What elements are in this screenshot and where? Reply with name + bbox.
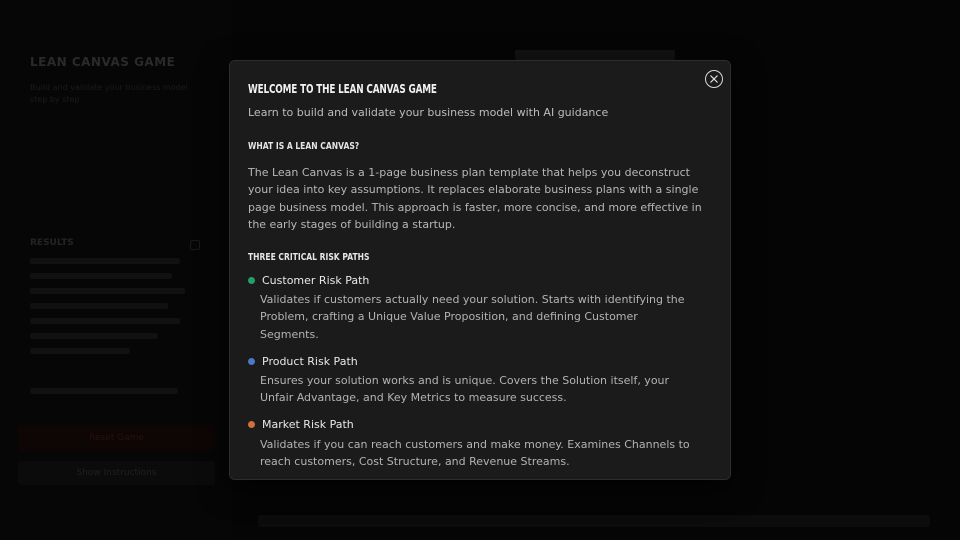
results-placeholder-lines — [30, 258, 190, 363]
results-toggle[interactable] — [190, 240, 200, 250]
close-icon — [710, 75, 718, 83]
modal-title: WELCOME TO THE LEAN CANVAS GAME — [248, 82, 437, 96]
risk-paths-heading: THREE CRITICAL RISK PATHS — [248, 252, 370, 264]
risk-path-name: Product Risk Path — [262, 354, 358, 368]
lean-canvas-heading: WHAT IS A LEAN CANVAS? — [248, 141, 360, 152]
sidebar — [0, 0, 232, 540]
risk-path-market — [248, 417, 712, 471]
main-footer-placeholder — [258, 515, 930, 527]
main-header-placeholder — [515, 50, 675, 60]
sidebar-footer-line — [30, 388, 178, 394]
welcome-modal — [229, 60, 731, 480]
risk-path-customer — [248, 272, 712, 343]
results-section-title: RESULTS — [30, 238, 74, 248]
market-path-dot — [248, 421, 255, 428]
risk-path-name: Customer Risk Path — [262, 273, 370, 287]
brand-tagline: Build and validate your business model step by step — [30, 83, 188, 104]
risk-path-product — [248, 353, 712, 407]
brand-title: LEAN CANVAS GAME — [30, 55, 176, 69]
show-instructions-button[interactable]: Show Instructions — [18, 461, 215, 485]
modal-subtitle: Learn to build and validate your business model with AI guidance — [248, 106, 609, 119]
reset-game-button[interactable]: Reset Game — [18, 425, 215, 451]
risk-path-description: Validates if customers actually need your solution. Starts with identifying the Problem, crafting a Unique Value Proposition, and defining Customer Segments. — [260, 293, 685, 341]
risk-path-description: Validates if you can reach customers and make money. Examines Channels to reach customers, Cost Structure, and Revenue Streams. — [260, 437, 690, 468]
customer-path-dot — [248, 277, 255, 284]
risk-paths-list — [248, 272, 712, 470]
product-path-dot — [248, 358, 255, 365]
lean-canvas-description: The Lean Canvas is a 1-page business plan template that helps you deconstruct your idea into key assumptions. It replaces elaborate business plans with a single page business model. This approach is faster, more concise, and more effective in the early stages of building a startup. — [248, 166, 702, 231]
close-button[interactable] — [705, 70, 723, 88]
risk-path-name: Market Risk Path — [262, 418, 354, 432]
risk-path-description: Ensures your solution works and is unique. Covers the Solution itself, your Unfair Advantage, and Key Metrics to measure success. — [260, 374, 670, 405]
